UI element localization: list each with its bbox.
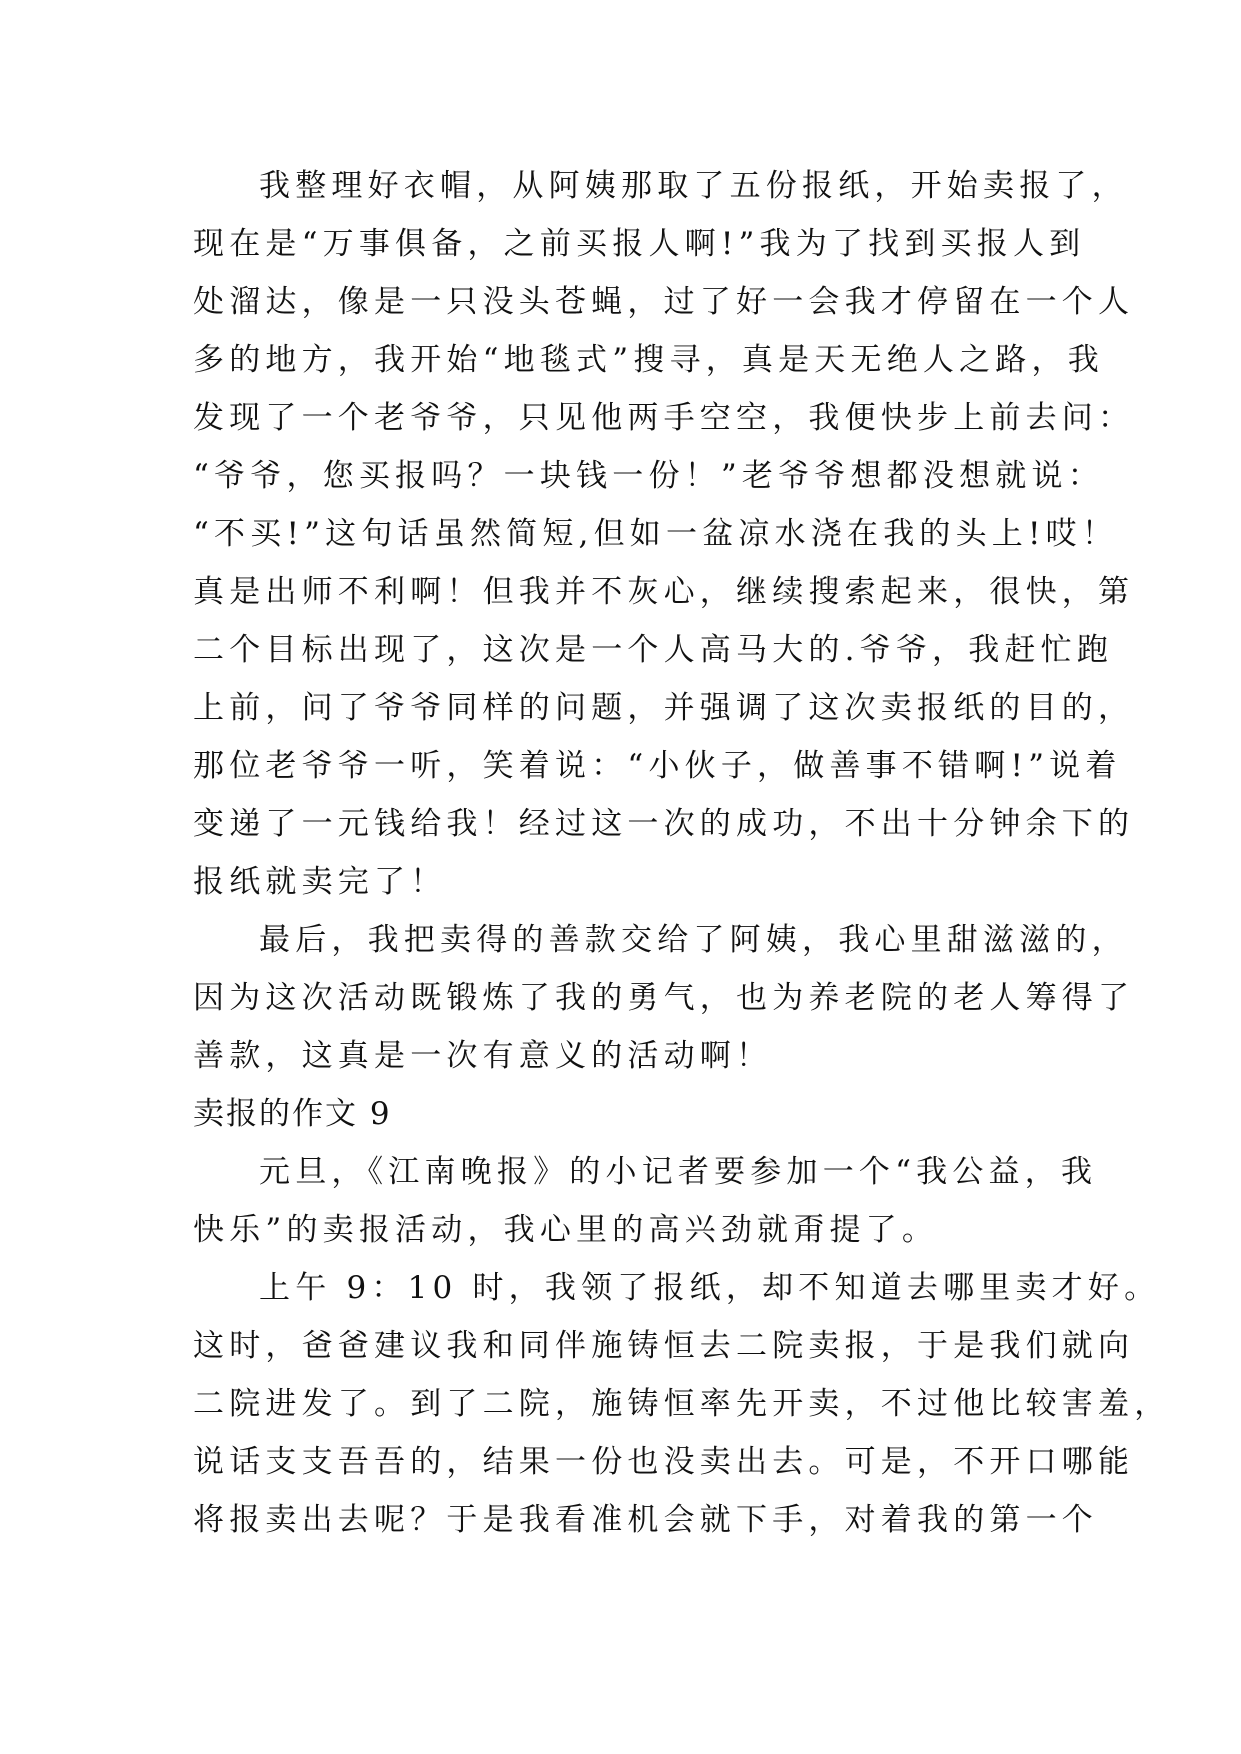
paragraph-line: 真是出师不利啊！但我并不灰心，继续搜索起来，很快，第 — [193, 574, 1135, 610]
paragraph-line: 二院进发了。到了二院，施铸恒率先开卖，不过他比较害羞， — [193, 1386, 1171, 1422]
paragraph-line: 我整理好衣帽，从阿姨那取了五份报纸，开始卖报了， — [259, 168, 1128, 204]
paragraph-line: 二个目标出现了，这次是一个人高马大的.爷爷，我赶忙跑 — [193, 632, 1114, 668]
paragraph-line: 将报卖出去呢？于是我看准机会就下手，对着我的第一个 — [193, 1502, 1098, 1538]
paragraph-line: 这时，爸爸建议我和同伴施铸恒去二院卖报，于是我们就向 — [193, 1328, 1135, 1364]
paragraph-line: 因为这次活动既锻炼了我的勇气，也为养老院的老人筹得了 — [193, 980, 1135, 1016]
paragraph-line: 快乐”的卖报活动，我心里的高兴劲就甭提了。 — [193, 1212, 939, 1248]
paragraph-line: 说话支支吾吾的，结果一份也没卖出去。可是，不开口哪能 — [193, 1444, 1135, 1480]
paragraph-line: 善款，这真是一次有意义的活动啊！ — [193, 1038, 773, 1074]
paragraph-line: 处溜达，像是一只没头苍蝇，过了好一会我才停留在一个人 — [193, 284, 1135, 320]
paragraph-line: “不买!”这句话虽然简短,但如一盆凉水浇在我的头上!哎！ — [193, 516, 1119, 552]
paragraph-line: 那位老爷爷一听，笑着说：“小伙子，做善事不错啊!”说着 — [193, 748, 1122, 784]
paragraph-line: 现在是“万事俱备，之前买报人啊!”我为了找到买报人到 — [193, 226, 1086, 262]
paragraph-line: 上前，问了爷爷同样的问题，并强调了这次卖报纸的目的， — [193, 690, 1135, 726]
paragraph-line: 变递了一元钱给我！经过这一次的成功，不出十分钟余下的 — [193, 806, 1135, 842]
paragraph-line: 元旦，《江南晚报》的小记者要参加一个“我公益，我 — [259, 1154, 1098, 1190]
section-heading: 卖报的作文 9 — [193, 1096, 392, 1132]
paragraph-line: 上午 9：10 时，我领了报纸，却不知道去哪里卖才好。 — [259, 1270, 1161, 1306]
paragraph-line: 发现了一个老爷爷，只见他两手空空，我便快步上前去问： — [193, 400, 1135, 436]
paragraph-line: 报纸就卖完了！ — [193, 864, 447, 900]
paragraph-line: “爷爷，您买报吗？一块钱一份！”老爷爷想都没想就说： — [193, 458, 1104, 494]
paragraph-line: 最后，我把卖得的善款交给了阿姨，我心里甜滋滋的， — [259, 922, 1128, 958]
paragraph-line: 多的地方，我开始“地毯式”搜寻，真是天无绝人之路，我 — [193, 342, 1104, 378]
